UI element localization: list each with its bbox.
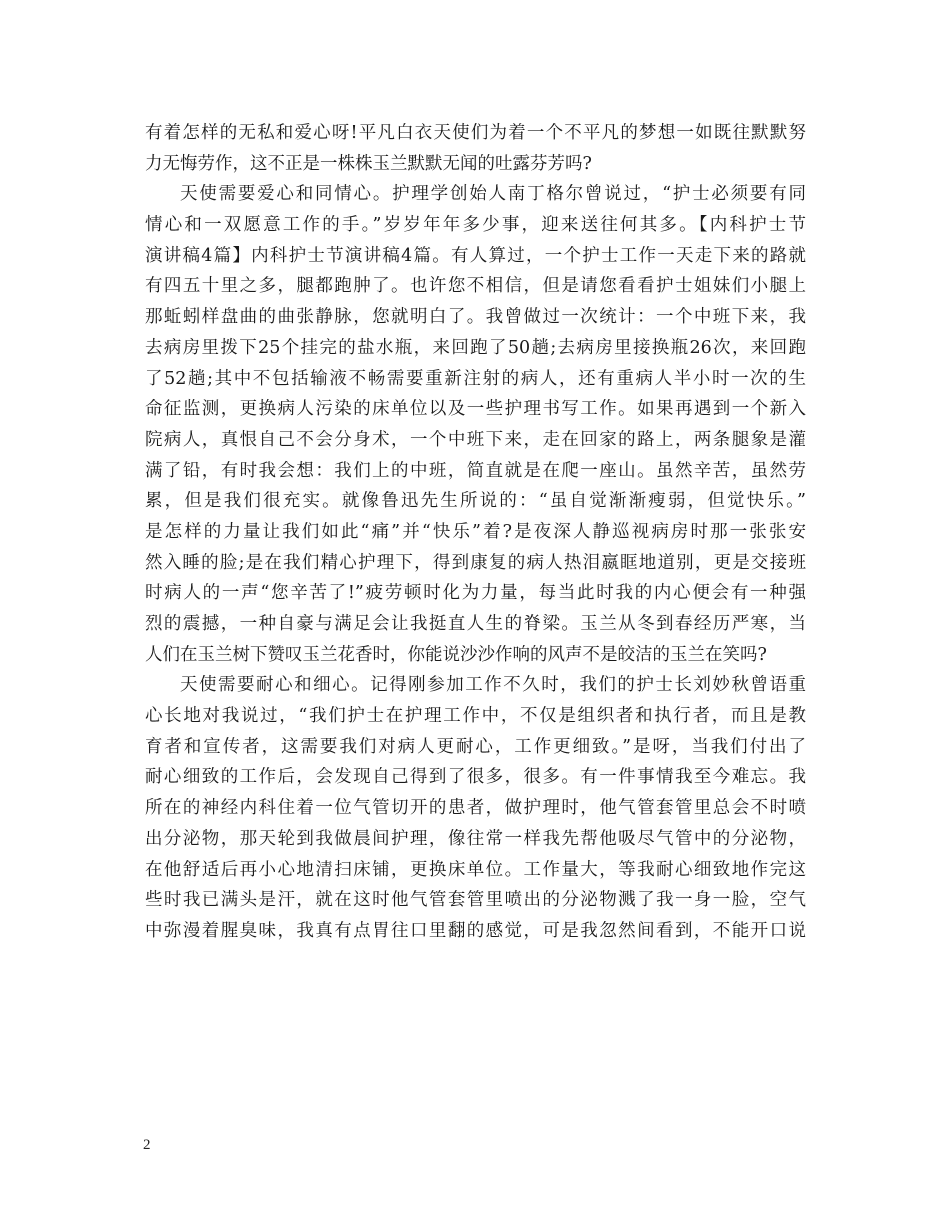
- text-line: 人们在玉兰树下赞叹玉兰花香时，你能说沙沙作响的风声不是皎洁的玉兰在笑吗?: [145, 644, 767, 665]
- text-line: 有着怎样的无私和爱心呀!平凡白衣天使们为着一个不平凡的梦想一如既往默默努: [145, 123, 806, 143]
- text-line: 满了铅，有时我会想：我们上的中班，简直就是在爬一座山。虽然辛苦，虽然劳: [145, 460, 806, 481]
- text-line: 院病人，真恨自己不会分身术，一个中班下来，走在回家的路上，两条腿象是灌: [145, 429, 806, 450]
- text-line: 力无悔劳作，这不正是一株株玉兰默默无闻的吐露芬芳吗?: [145, 153, 592, 174]
- text-line: 出分泌物，那天轮到我做晨间护理，像往常一样我先帮他吸尽气管中的分泌物，: [145, 828, 806, 849]
- text-line: 累，但是我们很充实。就像鲁迅先生所说的：“虽自觉渐渐瘦弱，但觉快乐。”: [145, 491, 806, 512]
- text-line: 然入睡的脸;是在我们精心护理下，得到康复的病人热泪嬴眶地道别，更是交接班: [145, 552, 806, 573]
- text-line: 所在的神经内科住着一位气管切开的患者，做护理时，他气管套管里总会不时喷: [145, 798, 806, 819]
- page-number: 2: [143, 1137, 151, 1153]
- text-line: 烈的震撼，一种自豪与满足会让我挺直人生的脊梁。玉兰从冬到春经历严寒，当: [145, 614, 806, 634]
- text-line: 时病人的一声“您辛苦了!”疲劳顿时化为力量，每当此时我的内心便会有一种强: [145, 583, 806, 604]
- text-line: 演讲稿4篇】内科护士节演讲稿4篇。有人算过，一个护士工作一天走下来的路就: [145, 245, 806, 266]
- text-line: 心长地对我说过，“我们护士在护理工作中，不仅是组织者和执行者，而且是教: [145, 706, 806, 727]
- text-line: 有四五十里之多，腿都跑肿了。也许您不相信，但是请您看看护士姐妹们小腿上: [145, 276, 806, 297]
- text-line: 命征监测，更换病人污染的床单位以及一些护理书写工作。如果再遇到一个新入: [145, 399, 806, 420]
- text-line: 去病房里拨下25个挂完的盐水瓶，来回跑了50趟;去病房里接换瓶26次，来回跑: [145, 337, 806, 358]
- text-line: 那蚯蚓样盘曲的曲张静脉，您就明白了。我曾做过一次统计：一个中班下来，我: [145, 307, 806, 328]
- text-line: 中弥漫着腥臭味，我真有点胃往口里翻的感觉，可是我忽然间看到，不能开口说: [145, 920, 806, 941]
- text-line: 些时我已满头是汗，就在这时他气管套管里喷出的分泌物溅了我一身一脸，空气: [145, 890, 806, 911]
- text-line: 耐心细致的工作后，会发现自己得到了很多，很多。有一件事情我至今难忘。我: [145, 767, 806, 788]
- text-line: 在他舒适后再小心地清扫床铺，更换床单位。工作量大，等我耐心细致地作完这: [145, 859, 806, 880]
- text-line: 育者和宣传者，这需要我们对病人更耐心，工作更细致。”是呀，当我们付出了: [145, 736, 806, 757]
- body-text: [145, 118, 806, 947]
- text-line: 是怎样的力量让我们如此“痛”并“快乐”着?是夜深人静巡视病房时那一张张安: [145, 521, 806, 542]
- paragraph-first-line: 天使需要爱心和同情心。护理学创始人南丁格尔曾说过，“护士必须要有同: [180, 184, 806, 205]
- text-line: 了52趟;其中不包括输液不畅需要重新注射的病人，还有重病人半小时一次的生: [145, 368, 806, 389]
- paragraph-first-line: 天使需要耐心和细心。记得刚参加工作不久时，我们的护士长刘妙秋曾语重: [180, 675, 806, 696]
- text-line: 情心和一双愿意工作的手。”岁岁年年多少事，迎来送往何其多。【内科护士节: [145, 215, 806, 236]
